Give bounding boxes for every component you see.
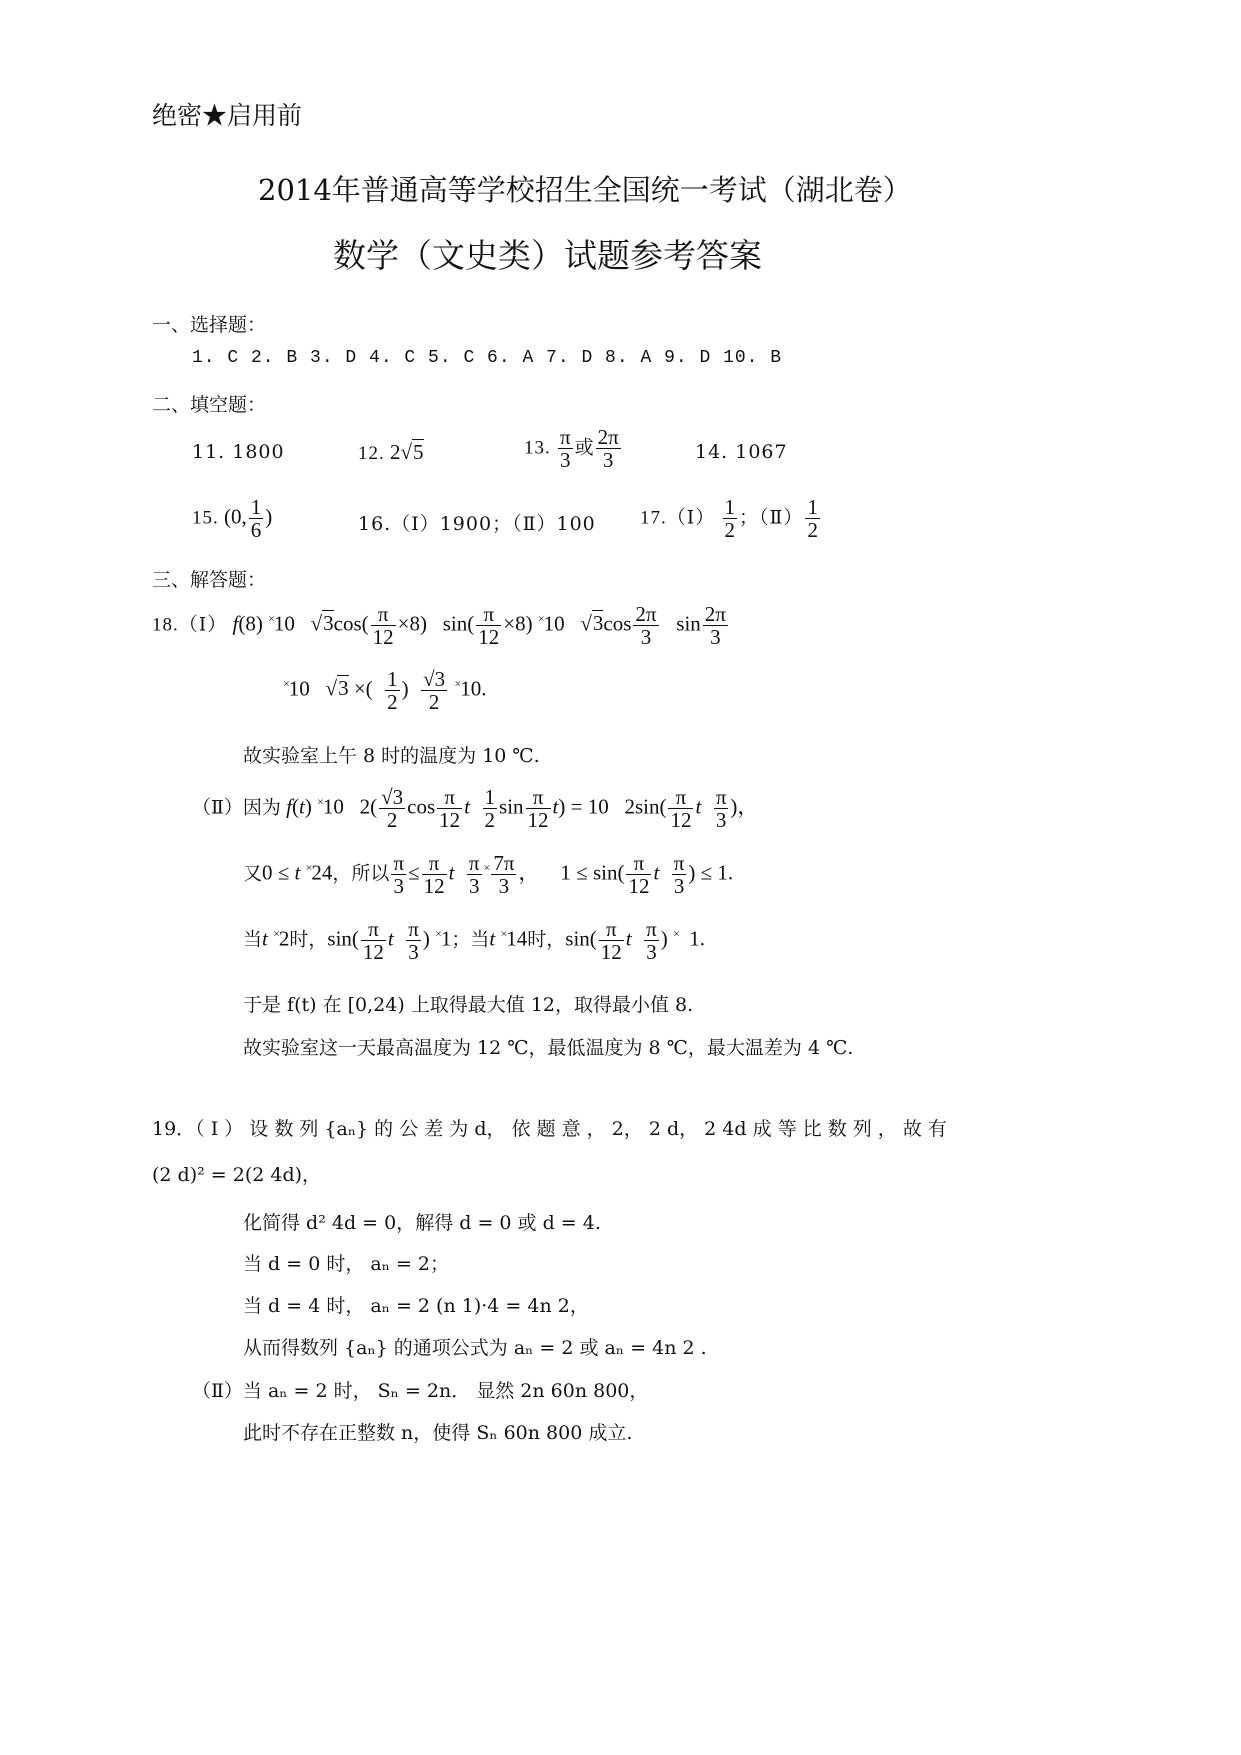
q18-part2-line3: 当t ×2时，sin( $\frac{\pi}{12}$ t $\frac{\pi}{3}$ ) ×1；当t ×14时，sin( $\frac{\pi}{12}$ t $\frac{\pi}{3}$ ) × 1.	[243, 917, 706, 965]
q15-label: 15.	[192, 507, 219, 529]
q12-radicand: 5	[413, 440, 424, 464]
q19-line1: 19．（ Ⅰ ） 设 数 列 {aₙ} 的 公 差 为 d， 依 题 意 ， 2， 2 d， 2 4d 成 等 比 数 列 ， 故 有	[152, 1118, 947, 1140]
section3-heading: 三、解答题：	[152, 569, 267, 591]
q18-line6-hour: 时，	[289, 929, 328, 951]
q15-answer: 15. (0, $\frac{1}{6}$ )	[192, 495, 273, 543]
q14-answer: 14. 1067	[695, 441, 788, 463]
q13-answer: 13. $\frac{\pi}{3}$ 或 $\frac{2\pi}{3}$	[524, 425, 619, 473]
q13-label: 13.	[524, 437, 551, 459]
q18-line6-when1: 当	[243, 929, 263, 951]
q12-answer: 12. 2√5	[358, 440, 424, 464]
q17-label: 17.（Ⅰ）	[640, 507, 716, 529]
q13-or: 或	[574, 437, 594, 459]
q18-label: 18.（Ⅰ）	[152, 614, 228, 636]
q19-line2: (2 d)² = 2(2 4d)，	[152, 1164, 322, 1186]
q12-coef: 2	[390, 440, 401, 464]
q19-line7: （Ⅱ）当 aₙ = 2 时， Sₙ = 2n． 显然 2n 60n 800，	[192, 1380, 649, 1402]
q16-answer: 16.（Ⅰ）1900；（Ⅱ）100	[358, 513, 596, 535]
q18-part2-label: （Ⅱ）因为	[192, 797, 281, 819]
q19-line3: 化简得 d² 4d = 0，解得 d = 0 或 d = 4.	[243, 1212, 601, 1234]
q18-part1-line2: ×10 √3 ×( $\frac{1}{2}$ ) $\frac{√3}{2}$ ×10.	[283, 667, 487, 715]
q18-line5-a: 又	[243, 863, 263, 885]
q18-line6-semi: ；当	[451, 929, 490, 951]
q19-line5: 当 d = 4 时， aₙ = 2 (n 1)·4 = 4n 2，	[243, 1295, 589, 1317]
q19-line4: 当 d = 0 时， aₙ = 2；	[243, 1253, 450, 1275]
q18-part2-extrema: 于是 f(t) 在 [0,24) 上取得最大值 12，取得最小值 8.	[243, 994, 694, 1016]
q18-part2-line2: 又0 ≤ t ×24，所以 $\frac{\pi}{3}$ ≤ $\frac{\pi}{12}$ t $\frac{\pi}{3}$ × $\frac{7\pi}{3}$ ， 1 ≤ sin( $\frac{\pi}{12}$ t $\frac{\pi}{3}$ ) ≤ 1.	[243, 851, 734, 899]
q19-line6: 从而得数列 {aₙ} 的通项公式为 aₙ = 2 或 aₙ = 4n 2 .	[243, 1337, 707, 1359]
q17-mid: ；（Ⅱ）	[739, 507, 804, 529]
q17-answer: 17.（Ⅰ） $\frac{1}{2}$ ；（Ⅱ） $\frac{1}{2}$	[640, 495, 818, 543]
choice-answers: 1. C 2. B 3. D 4. C 5. C 6. A 7. D 8. A 9. D 10. B	[192, 348, 783, 368]
q11-answer: 11. 1800	[192, 441, 285, 463]
q18-part2-conclusion: 故实验室这一天最高温度为 12 ℃，最低温度为 8 ℃，最大温差为 4 ℃.	[243, 1037, 854, 1059]
section1-heading: 一、选择题：	[152, 314, 267, 336]
q18-part1-line1: 18.（Ⅰ） f(8) ×10 √3cos( $\frac{\pi}{12}$ ×8) sin( $\frac{\pi}{12}$ ×8) ×10 √3cos $\frac{2\pi}{3}$ sin $\frac{2\pi}{3}$	[152, 602, 726, 650]
q18-part1-conclusion: 故实验室上午 8 时的温度为 10 ℃.	[243, 745, 540, 767]
q19-line8: 此时不存在正整数 n，使得 Sₙ 60n 800 成立.	[243, 1422, 633, 1444]
q18-line6-hour2: 时，	[527, 929, 566, 951]
exam-title: 2014年普通高等学校招生全国统一考试（湖北卷）	[258, 173, 912, 207]
q18-part2-line1: （Ⅱ）因为 f(t) ×10 2( $\frac{√3}{2}$ cos $\frac{\pi}{12}$ t $\frac{1}{2}$ sin $\frac{\pi}{12}$ t) = 10 2sin( $\frac{\pi}{12}$ t $\frac{\pi}{3}$ )，	[192, 785, 759, 833]
q18-line5-so: ，所以	[332, 863, 390, 885]
secret-label: 绝密★启用前	[152, 101, 303, 130]
exam-subtitle: 数学（文史类）试题参考答案	[333, 236, 762, 275]
q18-line2-tail: 10.	[460, 676, 487, 701]
q12-label: 12.	[358, 443, 385, 464]
section2-heading: 二、填空题：	[152, 394, 267, 416]
